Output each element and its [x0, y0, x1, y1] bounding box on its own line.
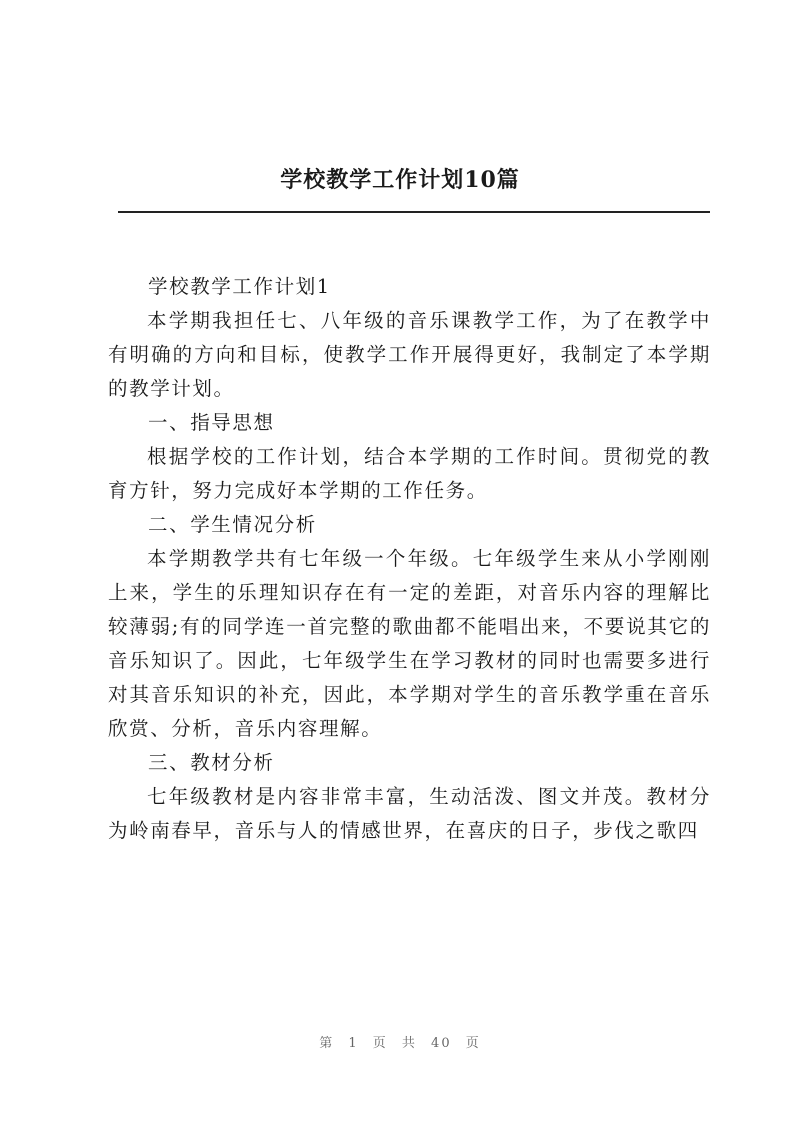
section-heading: 学校教学工作计划1 — [148, 275, 331, 298]
paragraph: 本学期我担任七、八年级的音乐课教学工作，为了在教学中有明确的方向和目标，使教学工作开展得更好，我制定了本学期的教学计划。 — [108, 309, 711, 400]
section-heading: 二、学生情况分析 — [148, 513, 317, 536]
paragraph: 七年级教材是内容非常丰富，生动活泼、图文并茂。教材分为岭南春早，音乐与人的情感世界，在喜庆的日子，步伐之歌四 — [108, 785, 711, 842]
section-heading: 三、教材分析 — [148, 751, 275, 774]
page-footer: 第 1 页 共 40 页 — [319, 1036, 481, 1051]
paragraph: 根据学校的工作计划，结合本学期的工作时间。贯彻党的教育方针，努力完成好本学期的工作任务。 — [108, 445, 711, 502]
section-heading: 一、指导思想 — [148, 411, 275, 434]
title-divider — [118, 211, 710, 213]
document-title: 学校教学工作计划10篇 — [280, 167, 520, 193]
paragraph: 本学期教学共有七年级一个年级。七年级学生来从小学刚刚上来，学生的乐理知识存在有一定的差距，对音乐内容的理解比较薄弱;有的同学连一首完整的歌曲都不能唱出来，不要说其它的音乐知识了。因此，七年级学生在学习教材的同时也需要多进行对其音乐知识的补充，因此，本学期对学生的音乐教学重在音乐欣赏、分析，音乐内容理解。 — [108, 547, 711, 740]
document-body — [108, 270, 711, 848]
